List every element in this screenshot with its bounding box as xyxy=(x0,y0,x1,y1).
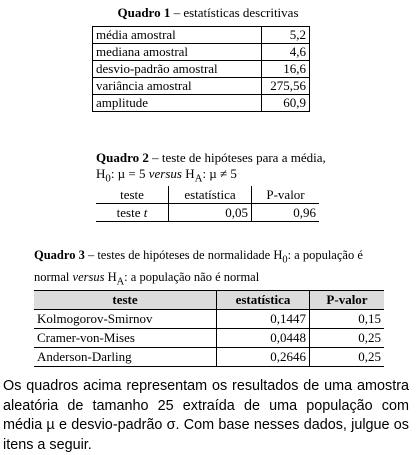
table-row xyxy=(96,204,319,222)
test-statistic: 0,0448 xyxy=(217,329,310,348)
column-header: estatística xyxy=(217,291,310,310)
stat-value: 5,2 xyxy=(262,27,310,44)
column-header: teste xyxy=(96,186,169,204)
column-header: estatística xyxy=(169,186,252,204)
table-row xyxy=(93,78,310,95)
test-pvalue: 0,15 xyxy=(310,310,385,329)
quadro3-caption-label: Quadro 3 xyxy=(34,248,85,262)
quadro3-caption xyxy=(34,247,384,290)
table-row xyxy=(34,348,384,367)
test-pvalue: 0,25 xyxy=(310,329,385,348)
stat-label: desvio-padrão amostral xyxy=(93,61,262,78)
table-row xyxy=(93,27,310,44)
quadro1-caption-text: – estatísticas descritivas xyxy=(170,5,299,20)
stat-value: 16,6 xyxy=(262,61,310,78)
table-row xyxy=(34,310,384,329)
quadro3-table xyxy=(34,290,384,367)
quadro2-caption-label: Quadro 2 xyxy=(96,150,149,165)
question-paragraph: Os quadros acima representam os resultados de uma amostra aleatória de tamanho 25 extraída de uma população com média µ e desvio-padrão σ. Com base nesses dados, julgue os itens a seguir. xyxy=(3,378,409,453)
caption-text: : µ = 5 xyxy=(110,166,149,181)
quadro1-caption-label: Quadro 1 xyxy=(117,5,171,20)
quadro2-table xyxy=(96,186,319,222)
test-pvalue: 0,96 xyxy=(252,204,320,222)
column-header: teste xyxy=(34,291,217,310)
caption-subscript: A xyxy=(116,276,125,287)
stat-label: amplitude xyxy=(93,95,262,112)
test-name xyxy=(96,204,169,222)
stat-value: 275,56 xyxy=(262,78,310,95)
caption-text: H xyxy=(104,269,117,284)
test-statistic: 0,1447 xyxy=(217,310,310,329)
caption-text: – testes de hipóteses de normalidade H xyxy=(84,248,283,262)
caption-subscript: A xyxy=(194,172,203,185)
caption-text: : µ ≠ 5 xyxy=(202,166,237,181)
caption-text: : a população é normal xyxy=(34,248,363,284)
caption-subscript: 0 xyxy=(282,254,288,266)
test-name: Cramer-von-Mises xyxy=(34,329,217,348)
caption-text: H xyxy=(181,166,195,181)
table-row xyxy=(34,329,384,348)
test-name: Anderson-Darling xyxy=(34,348,217,367)
test-name-italic: t xyxy=(143,205,148,220)
stat-value: 4,6 xyxy=(262,44,310,61)
stat-label: variância amostral xyxy=(93,78,262,95)
table-header-row xyxy=(34,291,384,310)
stat-label: mediana amostral xyxy=(93,44,262,61)
caption-text: : a população não é normal xyxy=(124,269,260,284)
test-pvalue: 0,25 xyxy=(310,348,385,367)
stat-value: 60,9 xyxy=(262,95,310,112)
quadro1-caption xyxy=(0,5,416,21)
caption-versus: versus xyxy=(72,269,105,284)
test-statistic: 0,05 xyxy=(169,204,252,222)
stat-label: média amostral xyxy=(93,27,262,44)
caption-versus: versus xyxy=(148,166,182,181)
test-name: Kolmogorov-Smirnov xyxy=(34,310,217,329)
quadro2-caption xyxy=(96,150,336,187)
quadro1-table xyxy=(92,26,310,112)
test-name-text: teste xyxy=(116,205,144,220)
table-row xyxy=(93,95,310,112)
caption-text: – teste de hipóteses para a média, H xyxy=(96,150,326,181)
column-header: P-valor xyxy=(310,291,385,310)
table-row xyxy=(93,44,310,61)
table-row xyxy=(93,61,310,78)
column-header: P-valor xyxy=(252,186,320,204)
caption-subscript: 0 xyxy=(105,172,111,185)
table-header-row xyxy=(96,186,319,204)
test-statistic: 0,2646 xyxy=(217,348,310,367)
